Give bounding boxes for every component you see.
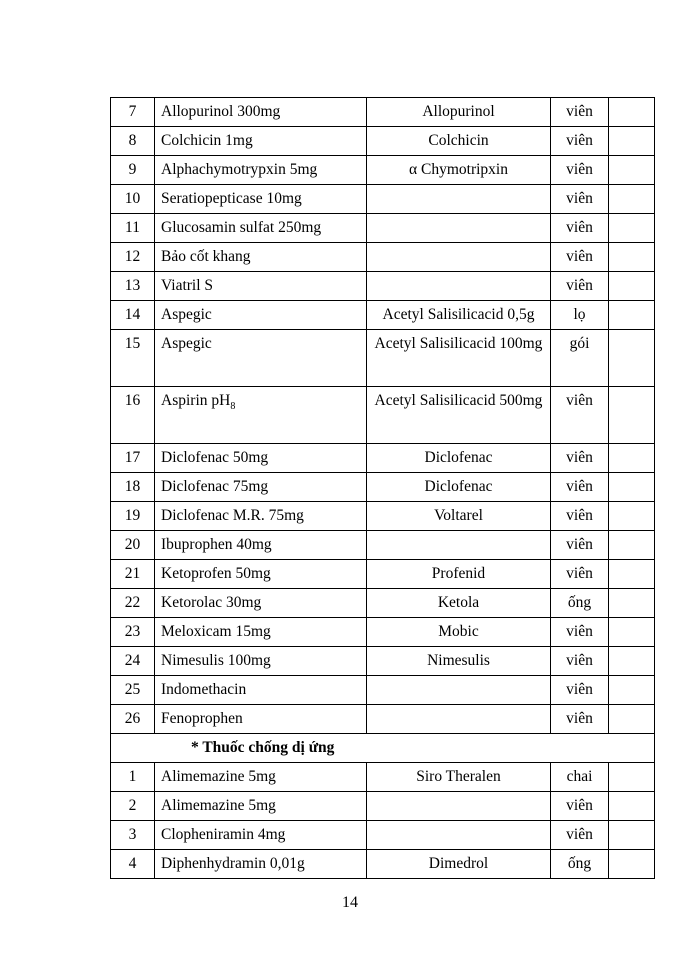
empty-cell bbox=[609, 301, 655, 330]
empty-cell bbox=[609, 589, 655, 618]
drug-name: Nimesulis 100mg bbox=[155, 647, 367, 676]
row-number: 23 bbox=[111, 618, 155, 647]
unit: viên bbox=[551, 272, 609, 301]
generic-name: Acetyl Salisilicacid 100mg bbox=[367, 330, 551, 387]
empty-cell bbox=[609, 705, 655, 734]
generic-name: Siro Theralen bbox=[367, 763, 551, 792]
row-number: 19 bbox=[111, 502, 155, 531]
drug-name: Diclofenac 50mg bbox=[155, 444, 367, 473]
generic-name bbox=[367, 531, 551, 560]
empty-cell bbox=[609, 473, 655, 502]
generic-name: Mobic bbox=[367, 618, 551, 647]
empty-cell bbox=[609, 676, 655, 705]
unit: chai bbox=[551, 763, 609, 792]
unit: viên bbox=[551, 676, 609, 705]
drug-name: Clopheniramin 4mg bbox=[155, 821, 367, 850]
unit: viên bbox=[551, 647, 609, 676]
drug-name: Fenoprophen bbox=[155, 705, 367, 734]
empty-cell bbox=[609, 792, 655, 821]
generic-name: Ketola bbox=[367, 589, 551, 618]
empty-cell bbox=[609, 821, 655, 850]
table-row bbox=[111, 647, 655, 676]
unit: viên bbox=[551, 792, 609, 821]
row-number: 26 bbox=[111, 705, 155, 734]
generic-name: Voltarel bbox=[367, 502, 551, 531]
unit: gói bbox=[551, 330, 609, 387]
drug-name: Ketoprofen 50mg bbox=[155, 560, 367, 589]
row-number: 18 bbox=[111, 473, 155, 502]
generic-name: Diclofenac bbox=[367, 473, 551, 502]
generic-name: Acetyl Salisilicacid 500mg bbox=[367, 387, 551, 444]
row-number: 21 bbox=[111, 560, 155, 589]
drug-name: Diphenhydramin 0,01g bbox=[155, 850, 367, 879]
drug-name-subscript: 8 bbox=[230, 401, 236, 413]
unit: lọ bbox=[551, 301, 609, 330]
unit: viên bbox=[551, 156, 609, 185]
table-row bbox=[111, 589, 655, 618]
empty-cell bbox=[609, 98, 655, 127]
row-number: 2 bbox=[111, 792, 155, 821]
table-row bbox=[111, 618, 655, 647]
empty-cell bbox=[609, 763, 655, 792]
drug-name: Diclofenac M.R. 75mg bbox=[155, 502, 367, 531]
drug-name: Glucosamin sulfat 250mg bbox=[155, 214, 367, 243]
generic-name bbox=[367, 272, 551, 301]
table-row bbox=[111, 301, 655, 330]
page-number: 14 bbox=[342, 894, 358, 911]
drug-list-table bbox=[110, 97, 655, 879]
empty-cell bbox=[609, 531, 655, 560]
drug-name: Colchicin 1mg bbox=[155, 127, 367, 156]
unit: viên bbox=[551, 387, 609, 444]
table-row bbox=[111, 676, 655, 705]
drug-name: Seratiopepticase 10mg bbox=[155, 185, 367, 214]
unit: viên bbox=[551, 531, 609, 560]
generic-name: Acetyl Salisilicacid 0,5g bbox=[367, 301, 551, 330]
generic-name bbox=[367, 821, 551, 850]
drug-name: Indomethacin bbox=[155, 676, 367, 705]
empty-cell bbox=[609, 618, 655, 647]
empty-cell bbox=[609, 330, 655, 387]
drug-name: Diclofenac 75mg bbox=[155, 473, 367, 502]
generic-name bbox=[367, 243, 551, 272]
table-row bbox=[111, 243, 655, 272]
section-row bbox=[111, 734, 655, 763]
table-row bbox=[111, 272, 655, 301]
generic-name bbox=[367, 792, 551, 821]
drug-name: Viatril S bbox=[155, 272, 367, 301]
unit: viên bbox=[551, 243, 609, 272]
generic-name: Diclofenac bbox=[367, 444, 551, 473]
drug-name: Ketorolac 30mg bbox=[155, 589, 367, 618]
drug-name: Aspegic bbox=[155, 330, 367, 387]
table-row bbox=[111, 560, 655, 589]
empty-cell bbox=[609, 127, 655, 156]
unit: viên bbox=[551, 214, 609, 243]
table-row bbox=[111, 763, 655, 792]
drug-name: Ibuprophen 40mg bbox=[155, 531, 367, 560]
drug-name: Allopurinol 300mg bbox=[155, 98, 367, 127]
unit: ống bbox=[551, 589, 609, 618]
table-row bbox=[111, 821, 655, 850]
drug-name: Alimemazine 5mg bbox=[155, 792, 367, 821]
empty-cell bbox=[609, 185, 655, 214]
empty-cell bbox=[609, 647, 655, 676]
unit: viên bbox=[551, 502, 609, 531]
drug-name bbox=[155, 387, 367, 444]
empty-cell bbox=[609, 850, 655, 879]
empty-cell bbox=[609, 502, 655, 531]
section-heading: * Thuốc chống dị ứng bbox=[111, 734, 655, 763]
unit: viên bbox=[551, 560, 609, 589]
table-row bbox=[111, 156, 655, 185]
row-number: 12 bbox=[111, 243, 155, 272]
unit: viên bbox=[551, 821, 609, 850]
table-row bbox=[111, 502, 655, 531]
generic-name bbox=[367, 705, 551, 734]
table-row bbox=[111, 127, 655, 156]
empty-cell bbox=[609, 272, 655, 301]
table-row bbox=[111, 850, 655, 879]
table-row bbox=[111, 330, 655, 387]
drug-name: Meloxicam 15mg bbox=[155, 618, 367, 647]
generic-name bbox=[367, 676, 551, 705]
table-row bbox=[111, 705, 655, 734]
generic-name bbox=[367, 214, 551, 243]
row-number: 17 bbox=[111, 444, 155, 473]
generic-name: α Chymotripxin bbox=[367, 156, 551, 185]
aspirin-row-group bbox=[111, 387, 655, 444]
empty-cell bbox=[609, 387, 655, 444]
row-number: 25 bbox=[111, 676, 155, 705]
drug-name: Aspegic bbox=[155, 301, 367, 330]
unit: viên bbox=[551, 127, 609, 156]
table-row bbox=[111, 185, 655, 214]
drug-name: Alimemazine 5mg bbox=[155, 763, 367, 792]
table-row bbox=[111, 473, 655, 502]
table-row bbox=[111, 531, 655, 560]
generic-name: Profenid bbox=[367, 560, 551, 589]
drug-rows-group-c bbox=[111, 763, 655, 879]
generic-name bbox=[367, 185, 551, 214]
table-row bbox=[111, 98, 655, 127]
empty-cell bbox=[609, 214, 655, 243]
drug-name: Bảo cốt khang bbox=[155, 243, 367, 272]
generic-name: Allopurinol bbox=[367, 98, 551, 127]
row-number: 3 bbox=[111, 821, 155, 850]
generic-name: Nimesulis bbox=[367, 647, 551, 676]
unit: ống bbox=[551, 850, 609, 879]
row-number: 10 bbox=[111, 185, 155, 214]
drug-name: Alphachymotrypxin 5mg bbox=[155, 156, 367, 185]
table-row bbox=[111, 792, 655, 821]
empty-cell bbox=[609, 243, 655, 272]
row-number: 20 bbox=[111, 531, 155, 560]
row-number: 14 bbox=[111, 301, 155, 330]
empty-cell bbox=[609, 156, 655, 185]
section-heading-group bbox=[111, 734, 655, 763]
row-number: 1 bbox=[111, 763, 155, 792]
row-number: 16 bbox=[111, 387, 155, 444]
drug-rows-group-b bbox=[111, 444, 655, 734]
drug-name-text: Aspirin pH bbox=[161, 392, 231, 409]
unit: viên bbox=[551, 618, 609, 647]
row-number: 13 bbox=[111, 272, 155, 301]
unit: viên bbox=[551, 98, 609, 127]
drug-rows-group-a bbox=[111, 98, 655, 387]
row-number: 7 bbox=[111, 98, 155, 127]
unit: viên bbox=[551, 705, 609, 734]
table-row bbox=[111, 214, 655, 243]
row-number: 4 bbox=[111, 850, 155, 879]
table-row bbox=[111, 387, 655, 444]
row-number: 8 bbox=[111, 127, 155, 156]
empty-cell bbox=[609, 560, 655, 589]
unit: viên bbox=[551, 444, 609, 473]
unit: viên bbox=[551, 473, 609, 502]
generic-name: Colchicin bbox=[367, 127, 551, 156]
empty-cell bbox=[609, 444, 655, 473]
unit: viên bbox=[551, 185, 609, 214]
table-row bbox=[111, 444, 655, 473]
row-number: 22 bbox=[111, 589, 155, 618]
row-number: 9 bbox=[111, 156, 155, 185]
row-number: 24 bbox=[111, 647, 155, 676]
row-number: 15 bbox=[111, 330, 155, 387]
generic-name: Dimedrol bbox=[367, 850, 551, 879]
row-number: 11 bbox=[111, 214, 155, 243]
